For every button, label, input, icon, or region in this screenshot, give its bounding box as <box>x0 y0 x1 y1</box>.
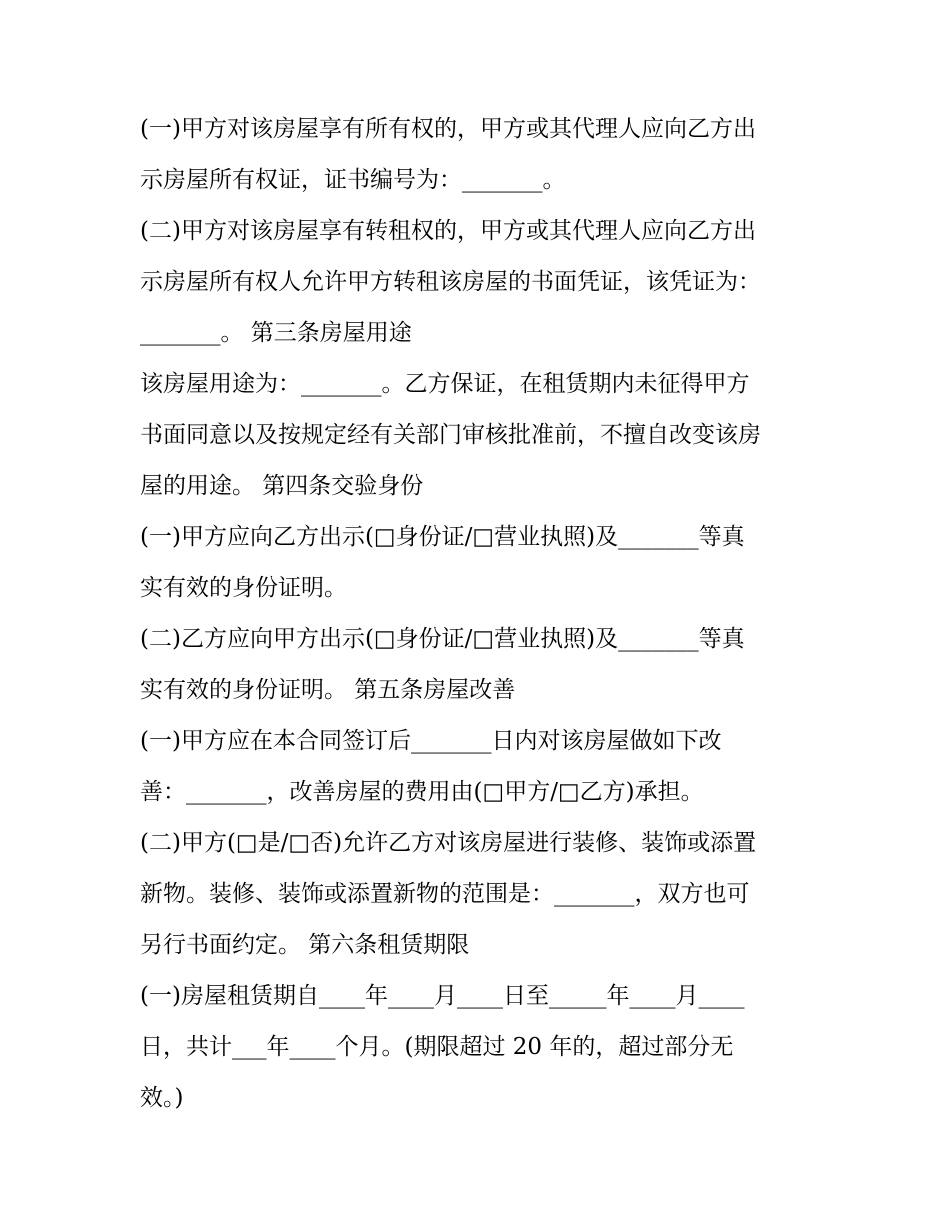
text-line: 另行书面约定。 第六条租赁期限 <box>140 932 470 958</box>
text-line: (一)甲方对该房屋享有所有权的，甲方或其代理人应向乙方出 <box>140 116 756 142</box>
text-line: (二)甲方(□是/□否)允许乙方对该房屋进行装修、装饰或添置 <box>140 830 757 856</box>
text-line: 示房屋所有权证，证书编号为：_______。 <box>140 167 566 193</box>
text-line: 屋的用途。 第四条交验身份 <box>140 473 424 499</box>
text-line: (二)乙方应向甲方出示(□身份证/□营业执照)及_______等真 <box>140 626 745 652</box>
text-line: (二)甲方对该房屋享有转租权的，甲方或其代理人应向乙方出 <box>140 218 756 244</box>
text-line: (一)甲方应在本合同签订后_______日内对该房屋做如下改 <box>140 728 722 754</box>
text-line: 该房屋用途为：_______。乙方保证，在租赁期内未征得甲方 <box>140 371 750 397</box>
text-line: 书面同意以及按规定经有关部门审核批准前，不擅自改变该房 <box>140 422 761 448</box>
document-body <box>140 104 820 1124</box>
text-line: 日，共计___年____个月。(期限超过 20 年的，超过部分无 <box>140 1034 734 1060</box>
text-line: 善：_______，改善房屋的费用由(□甲方/□乙方)承担。 <box>140 779 704 805</box>
text-line: 示房屋所有权人允许甲方转租该房屋的书面凭证，该凭证为： <box>140 269 761 295</box>
text-line: 实有效的身份证明。 <box>140 575 347 601</box>
text-line: (一)房屋租赁期自____年____月____日至_____年____月____ <box>140 983 745 1009</box>
text-line: 新物。装修、装饰或添置新物的范围是：_______，双方也可 <box>140 881 750 907</box>
text-line: _______。 第三条房屋用途 <box>140 320 412 346</box>
text-line: 实有效的身份证明。 第五条房屋改善 <box>140 677 516 703</box>
text-line: (一)甲方应向乙方出示(□身份证/□营业执照)及_______等真 <box>140 524 745 550</box>
text-line: 效。) <box>140 1085 184 1111</box>
